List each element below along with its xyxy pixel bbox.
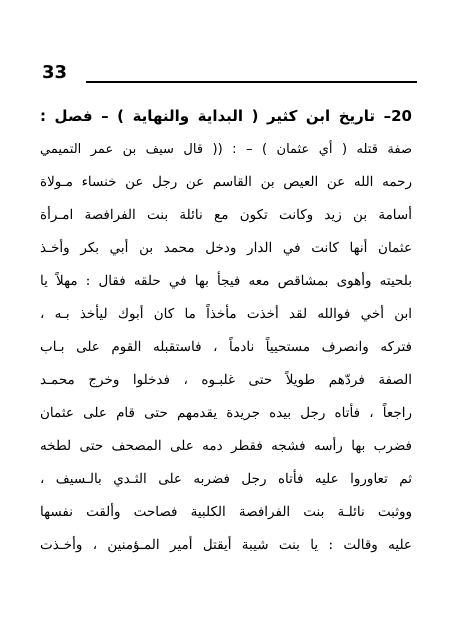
section-subheading: صفة قتله ( أي عثمان ) – : (( قال سيف بن عمر التميمي bbox=[40, 142, 412, 157]
text-line: رحمه الله عن العيص بن القاسم عن رجل عن خنساء مـولاة bbox=[40, 174, 412, 190]
text-line: بلحيته وأهوى بمشاقص معه فيجأ بها في حلقه فقال : مهلاً يا bbox=[40, 273, 412, 289]
text-line: عثمان أنها كانت في الدار ودخل محمد بن أبي بكر وأخـذ bbox=[40, 240, 412, 256]
page-number: 33 bbox=[42, 62, 68, 83]
text-line: فضرب بها رأسه فشجه فقطر دمه على المصحف حتى لطخه bbox=[40, 438, 412, 454]
text-line: ووثبت نائلـة بنت الفرافصة الكلبية فصاحت وألقت نفسها bbox=[40, 504, 412, 520]
page-header bbox=[42, 62, 417, 84]
text-line: أسامة بن زيد وكانت تكون مع نائلة بنت الفرافصة امـرأة bbox=[40, 207, 412, 223]
section-heading: 20– تاريخ ابن كثير ( البداية والنهاية ) – فصل : bbox=[40, 107, 412, 125]
header-rule bbox=[86, 81, 417, 83]
text-line: فتركه وانصرف مستحيياً نادماً ، فاستقبله القوم على بـاب bbox=[40, 339, 412, 355]
text-line: الصفة فردّهم طويلاً حتى غلبـوه ، فدخلوا وخرج محمـد bbox=[40, 372, 412, 388]
text-line: ابن أخي فوالله لقد أخذت مأخذاً ما كان أبوك ليأخذ بـه ، bbox=[40, 306, 412, 322]
text-line: ثم تعاوروا عليه فأتاه رجل فضربه على الثـدي بالـسيف ، bbox=[40, 471, 412, 487]
text-line: راجعاً ، فأتاه رجل بيده جريدة يقدمهم حتى قام على عثمان bbox=[40, 405, 412, 421]
text-line: عليه وقالت : يا بنت شيبة أيقتل أمير المـؤمنين ، وأخـذت bbox=[40, 537, 412, 553]
body-text bbox=[40, 100, 412, 562]
